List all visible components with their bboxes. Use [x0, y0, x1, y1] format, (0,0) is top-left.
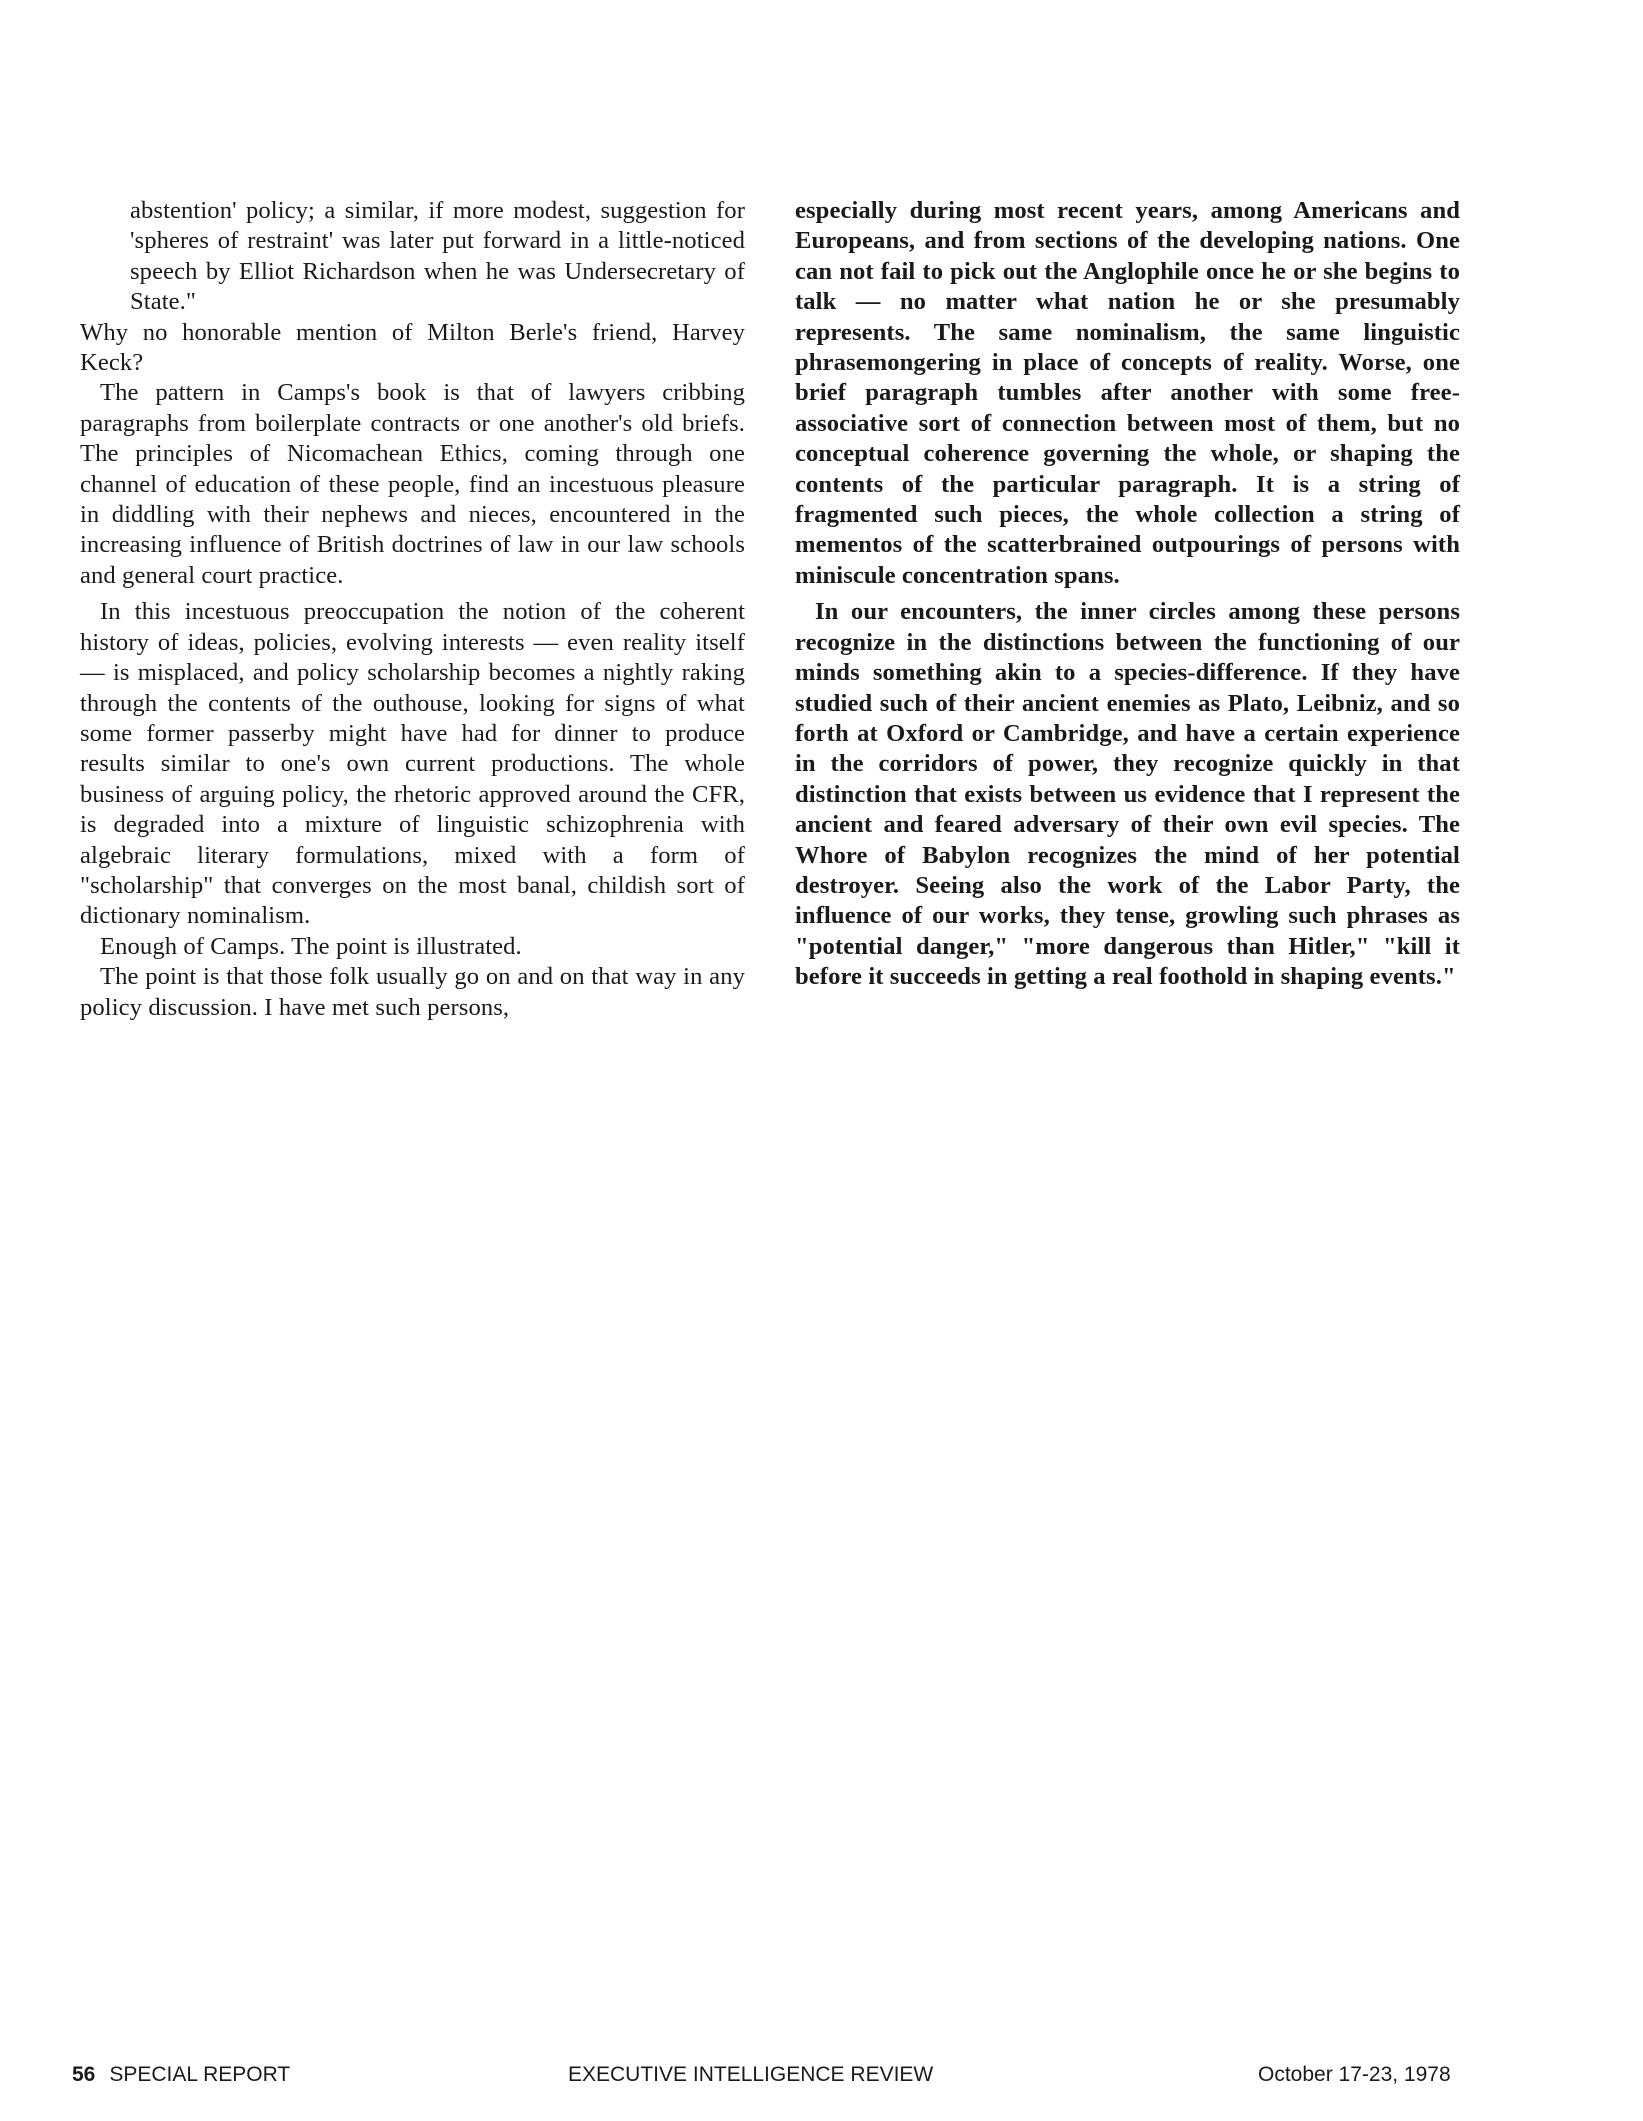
paragraph: In our encounters, the inner circles among these persons recognize in the distinctions between the functioning of our minds something akin to a species-difference. If they have studied such of their ancient enemies as Plato, Leibniz, and so forth at Oxford or Cambridge, and have a certain experience in the corridors of power, they recognize quickly in that distinction that exists between us evidence that I represent the ancient and feared adversary of their own evil species. The Whore of Babylon recognizes the mind of her potential destroyer. Seeing also the work of the Labor Party, the influence of our works, they tense, growling such phrases as "potential danger," "more dangerous than Hitler," "kill it before it succeeds in getting a real foothold in shaping events." — [795, 598, 1460, 991]
issue-date: October 17-23, 1978 — [1258, 2063, 1451, 2086]
paragraph: In this incestuous preoccupation the notion of the coherent history of ideas, policies, evolving interests — even reality itself — is misplaced, and policy scholarship becomes a nightly raking through the contents of the outhouse, looking for signs of what some former passerby might have had for dinner to produce results similar to one's own current productions. The whole business of arguing policy, the rhetoric approved around the CFR, is degraded into a mixture of linguistic schizophrenia with algebraic literary formulations, mixed with a form of "scholarship" that converges on the most banal, childish sort of dictionary nominalism. — [80, 598, 745, 930]
paragraph: The pattern in Camps's book is that of lawyers cribbing paragraphs from boilerplate contracts or one another's old briefs. The principles of Nicomachean Ethics, coming through one channel of education of these people, find an incestuous pleasure in diddling with their nephews and nieces, encountered in the increasing influence of British doctrines of law in our law schools and general court practice. — [80, 379, 745, 589]
block-quote: abstention' policy; a similar, if more modest, suggestion for 'spheres of restraint' was later put forward in a little-noticed speech by Elliot Richardson when he was Undersecretary of State." — [130, 197, 745, 316]
paragraph: Enough of Camps. The point is illustrated. — [100, 932, 522, 960]
page-number: 56 — [72, 2063, 96, 2086]
paragraph: Why no honorable mention of Milton Berle's friend, Harvey Keck? — [80, 318, 745, 377]
right-column — [795, 196, 1460, 993]
left-column — [80, 196, 745, 1023]
section-label: SPECIAL REPORT — [109, 2063, 291, 2086]
publication-title: EXECUTIVE INTELLIGENCE REVIEW — [568, 2063, 934, 2086]
footer-left — [72, 2063, 290, 2087]
paragraph: The point is that those folk usually go on and on that way in any policy discussion. I have met such persons, — [80, 963, 745, 1021]
paragraph: especially during most recent years, among Americans and Europeans, and from sections of the developing nations. One can not fail to pick out the Anglophile once he or she begins to talk — no matter what nation he or she presumably represents. The same nominalism, the same linguistic phrasemongering in place of concepts of reality. Worse, one brief paragraph tumbles after another with some free-associative sort of connection between most of them, but no conceptual coherence governing the whole, or shaping the contents of the particular paragraph. It is a string of fragmented such pieces, the whole collection a string of mementos of the scatterbrained outpourings of persons with miniscule concentration spans. — [795, 197, 1460, 589]
